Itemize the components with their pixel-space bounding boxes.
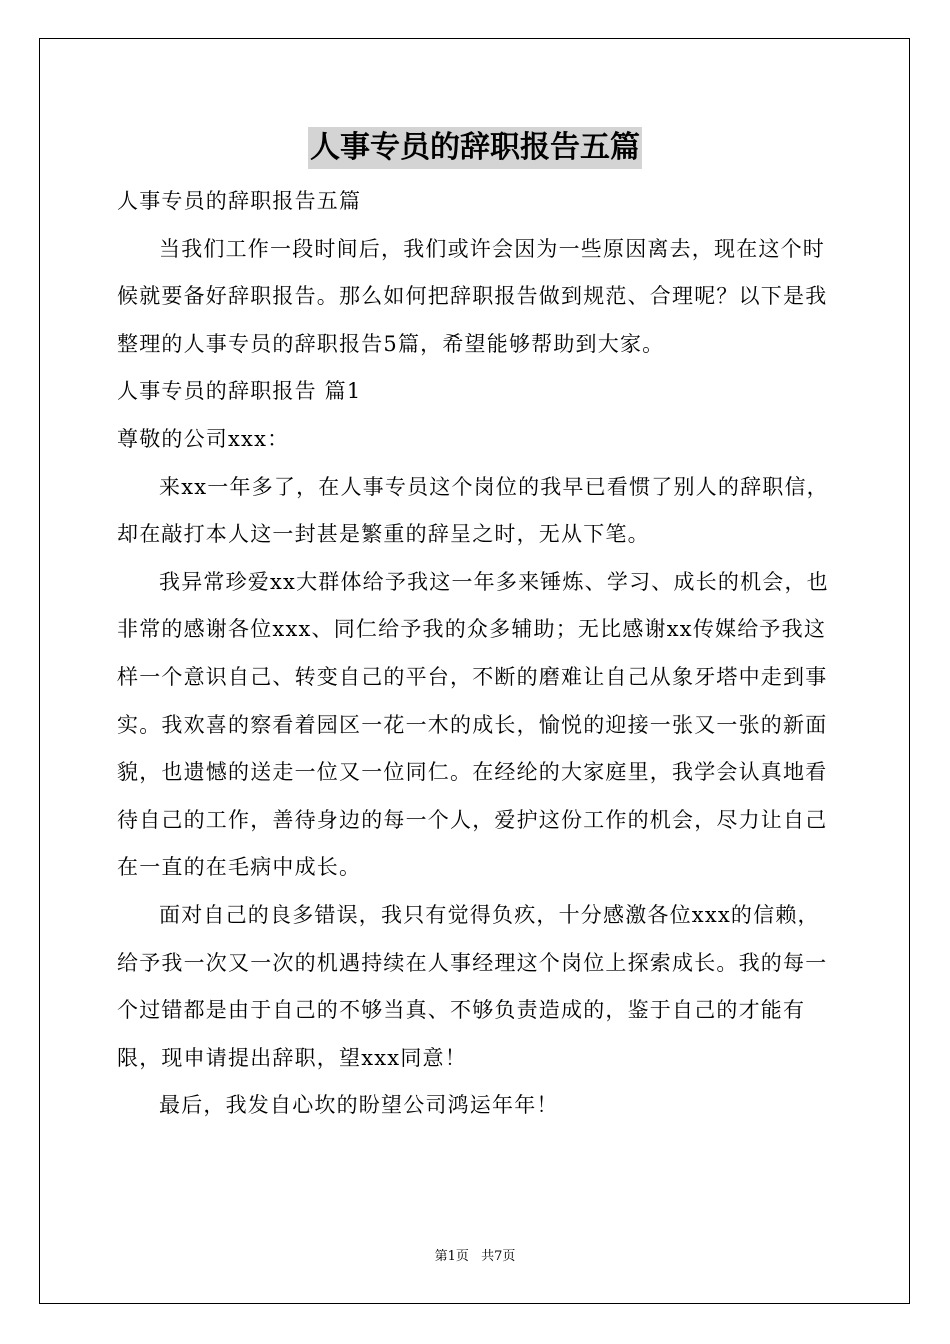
closing-paragraph: 最后，我发自心坎的盼望公司鸿运年年！ — [159, 1093, 559, 1118]
document-title: 人事专员的辞职报告五篇 — [308, 127, 642, 169]
page-number: 第1页 — [434, 1249, 469, 1264]
page-footer — [0, 1248, 950, 1266]
section-heading: 人事专员的辞职报告 篇1 — [117, 379, 362, 404]
paragraph: 当我们工作一段时间后，我们或许会因为一些原因离去，现在这个时候就要备好辞职报告。那么如何把辞职报告做到规范、合理呢？以下是我整理的人事专员的辞职报告5篇，希望能够帮助到大家。 — [117, 236, 828, 356]
paragraph: 人事专员的辞职报告五篇 — [117, 189, 362, 213]
document-body — [117, 178, 837, 1130]
page-total: 共7页 — [481, 1249, 516, 1264]
paragraph: 我异常珍爱xx大群体给予我这一年多来锤炼、学习、成长的机会，也非常的感谢各位xxx、同仁给予我的众多辅助；无比感谢xx传媒给予我这样一个意识自己、转变自己的平台，不断的磨难让自己从象牙塔中走到事实。我欢喜的察看着园区一花一木的成长，愉悦的迎接一张又一张的新面貌，也遗憾的送走一位又一位同仁。在经纶的大家庭里，我学会认真地看待自己的工作，善待身边的每一个人，爱护这份工作的机会，尽力让自己在一直的在毛病中成长。 — [117, 569, 829, 880]
salutation: 尊敬的公司xxx： — [117, 426, 290, 451]
paragraph: 面对自己的良多错误，我只有觉得负疚，十分感激各位xxx的信赖，给予我一次又一次的机遇持续在人事经理这个岗位上探索成长。我的每一个过错都是由于自己的不够当真、不够负责造成的，鉴于自己的才能有限，现申请提出辞职，望xxx同意！ — [117, 902, 828, 1070]
paragraph: 来xx一年多了，在人事专员这个岗位的我早已看惯了别人的辞职信，却在敲打本人这一封甚是繁重的辞呈之时，无从下笔。 — [117, 474, 829, 547]
title-container — [0, 127, 950, 169]
